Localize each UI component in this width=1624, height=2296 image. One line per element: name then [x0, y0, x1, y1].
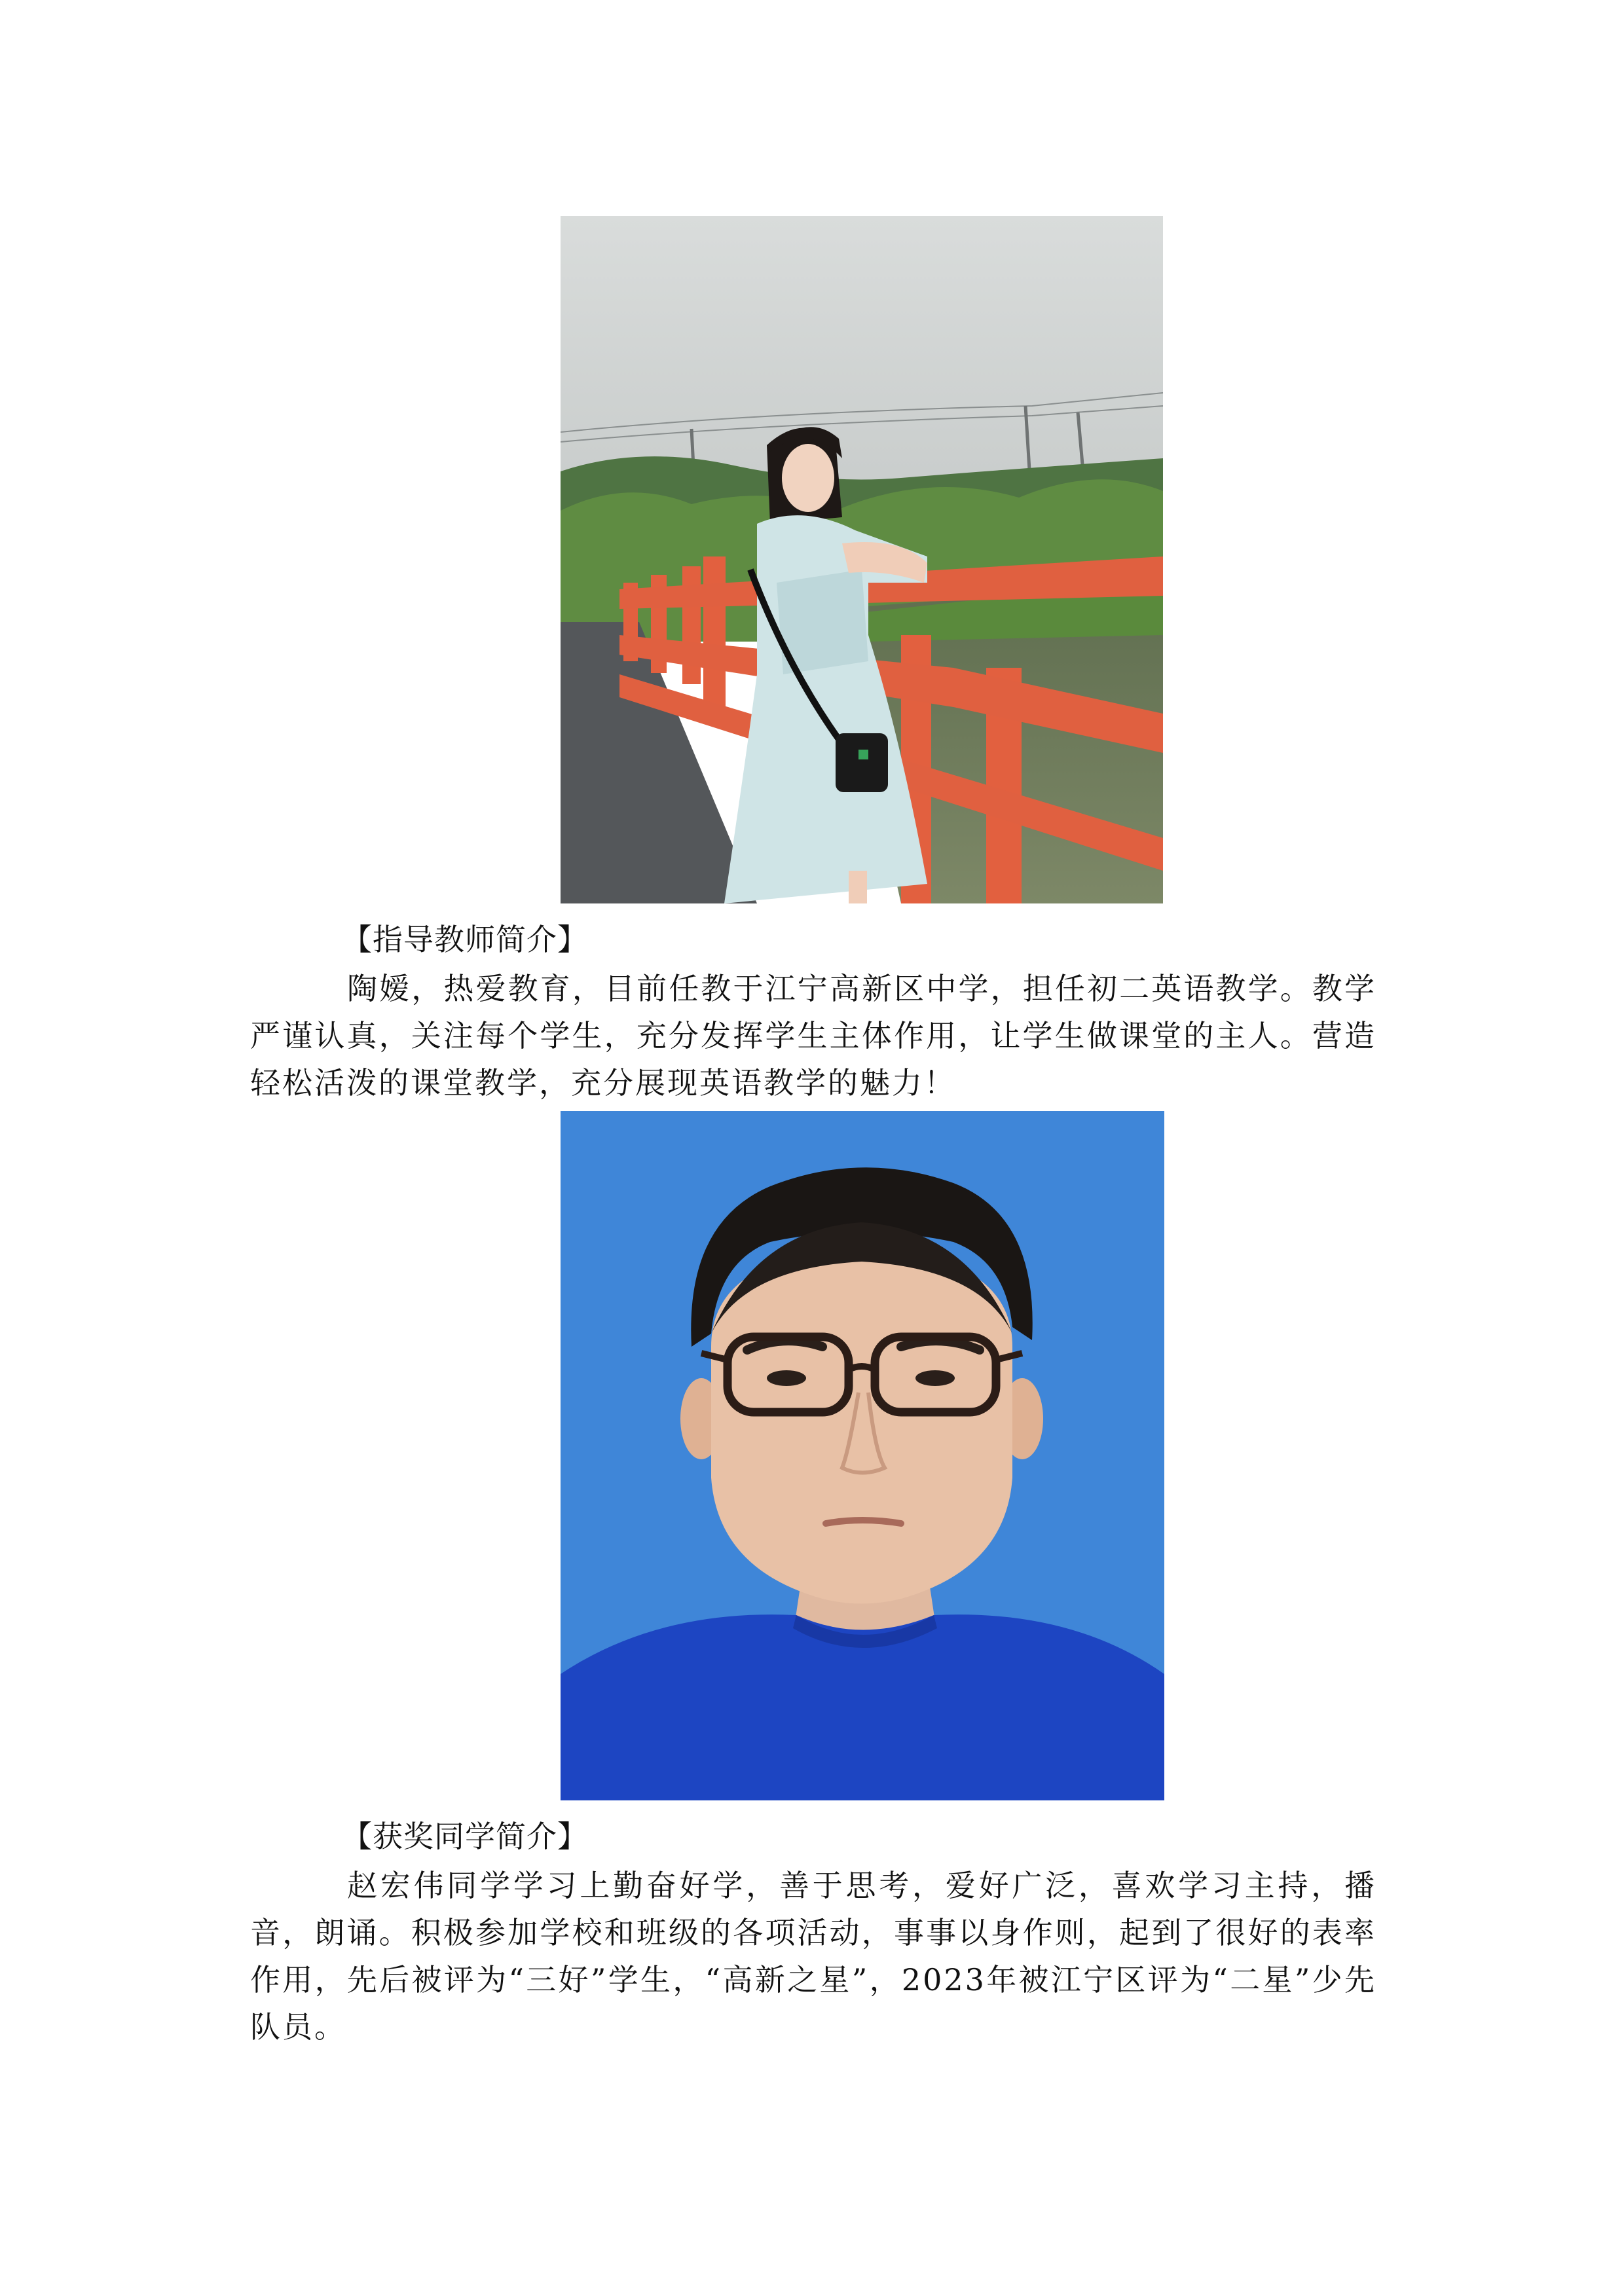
student-photo — [561, 1111, 1164, 1800]
teacher-intro-text: 陶嫒，热爱教育，目前任教于江宁高新区中学，担任初二英语教学。教学严谨认真，关注每个学生，充分发挥学生主体作用，让学生做课堂的主人。营造轻松活泼的课堂教学，充分展现英语教学的魅力！ — [250, 971, 1376, 1101]
teacher-photo — [561, 216, 1163, 903]
teacher-intro-heading: 【指导教师简介】 — [342, 922, 588, 957]
student-intro-text: 赵宏伟同学学习上勤奋好学，善于思考，爱好广泛，喜欢学习主持，播音，朗诵。积极参加学校和班级的各项活动，事事以身作则，起到了很好的表率作用，先后被评为“三好”学生，“高新之星”，2023年被江宁区评为“二星”少先队员。 — [250, 1868, 1376, 2045]
student-intro-heading: 【获奖同学简介】 — [342, 1819, 588, 1854]
